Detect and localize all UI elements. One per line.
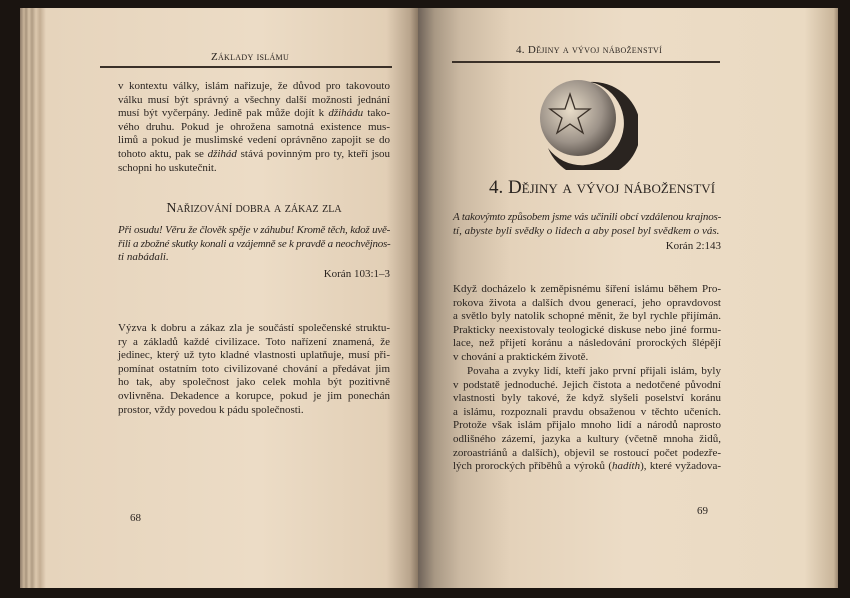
text-segment: zoroastriánů a dalších), objevil se rostoucí počet podezře- [453, 446, 721, 459]
header-rule [452, 61, 720, 63]
text-segment: ), které vyžadova- [640, 460, 721, 473]
right-page [418, 8, 838, 588]
text-line [453, 460, 721, 474]
text-line [118, 224, 390, 238]
text-segment: vlastnosti byly takové, že když slyšeli poselství koránu [453, 392, 721, 405]
text-line [118, 148, 390, 162]
text-segment: musí být vyčerpány. Jedině pak může dojít k [118, 107, 329, 120]
text-line [453, 365, 721, 379]
italic-term: hadíth [612, 460, 641, 473]
chapter-title: 4. Dějiny a vývoj náboženství [488, 177, 716, 198]
text-segment: limů a pokud je muslimské vedení oprávněno zapojit se do [118, 134, 390, 147]
text-line [453, 324, 721, 338]
text-segment: v chování a praktickém životě. [453, 350, 589, 363]
text-segment: Výzva k dobru a zákaz zla je součástí společenské struktu- [118, 322, 390, 334]
text-line [118, 80, 390, 94]
paragraph [118, 80, 390, 175]
text-line [118, 121, 390, 135]
text-line [118, 322, 390, 336]
header-rule [100, 66, 392, 68]
text-segment: Když docházelo k zeměpisnému šíření islámu během Pro- [453, 283, 721, 295]
quote [453, 211, 721, 238]
text-segment: ovlivněna. Dekadence a korupce, pokud je jim ponechán [118, 389, 390, 402]
text-segment: Protože však islám přijalo mnoho lidí a národů naprosto [453, 419, 721, 432]
text-segment: ti nabádali. [118, 251, 169, 264]
text-line [453, 211, 721, 225]
crescent-star-icon [528, 70, 638, 170]
text-line [118, 376, 390, 390]
text-segment: prostor, vždy povedou k pádu společnosti. [118, 403, 304, 416]
page-number: 69 [697, 505, 708, 517]
quote-source: Korán 103:1–3 [323, 268, 390, 280]
quote [118, 224, 390, 265]
text-line [118, 134, 390, 148]
section-heading: Nařizování dobra a zákaz zla [166, 201, 342, 216]
text-line [118, 336, 390, 350]
italic-term: džihádu [328, 107, 364, 120]
text-segment: tako- [363, 107, 390, 120]
text-line [453, 297, 721, 311]
paragraph [453, 283, 721, 365]
text-line [118, 162, 390, 176]
italic-term: džihád [207, 147, 237, 160]
text-segment: rokova života a dalších dvou generací, jeho opravdovost [453, 296, 721, 309]
text-segment: válku musí být správný a všechny další možnosti jednání [118, 93, 390, 106]
text-line [453, 283, 721, 297]
text-segment: schopni ho uskutečnit. [118, 161, 217, 174]
text-segment: jedinec, který už tyto kladné vlastnosti uplatňuje, musí při- [118, 349, 390, 362]
text-segment: a světlo byly natolik schopné měnit, že byl rychle přijímán. [453, 310, 721, 323]
text-line [453, 310, 721, 324]
text-line [118, 349, 390, 363]
text-segment: v kontextu války, islám nařizuje, že důvod pro takovouto [118, 80, 390, 92]
text-segment: stává povinným pro ty, kteří jsou [236, 147, 390, 160]
text-line [118, 107, 390, 121]
running-head: 4. Dějiny a vývoj náboženství [515, 44, 663, 56]
text-line [118, 238, 390, 252]
page-number: 68 [130, 512, 141, 524]
text-line [118, 404, 390, 418]
text-segment: Prakticky neexistovaly teologické diskuse nebo jiné formu- [453, 323, 721, 336]
text-line [453, 337, 721, 351]
text-line [453, 351, 721, 365]
text-segment: vého druhu. Pokud je ohrožena samotná existence mus- [118, 120, 390, 133]
text-line [453, 406, 721, 420]
text-segment: A takovýmto způsobem jsme vás učinili obcí vzdálenou krajnos- [453, 211, 722, 223]
text-line [453, 379, 721, 393]
text-line [453, 433, 721, 447]
text-segment: lých prorockých příběhů a výroků ( [453, 460, 612, 473]
text-segment: a islámu, rozpoznali pravdu obsaženou v těchto učeních. [453, 405, 721, 418]
text-segment: tí, abyste byli svědky o lidech a aby posel byl svědkem o vás. [453, 224, 720, 237]
running-head: Základy islámu [210, 51, 290, 63]
text-segment: ho tak, aby společnost jako celek mohla být pozitivně [118, 376, 390, 389]
left-page [20, 8, 418, 588]
quote-source: Korán 2:143 [665, 240, 721, 252]
text-line [453, 447, 721, 461]
text-segment: odlišného zázemí, jazyka a kultury (včetně mnoha židů, [453, 432, 721, 445]
text-line [453, 225, 721, 239]
text-segment: lace, než přijetí koránu a následování prorockých šlépějí [453, 337, 721, 350]
paragraph [118, 322, 390, 417]
text-line [453, 392, 721, 406]
text-segment: Při osudu! Věru že člověk spěje v záhubu! Kromě těch, kdož uvě- [118, 224, 390, 236]
text-line [118, 94, 390, 108]
text-segment: ry a základů každé civilizace. Toto nařízení znamená, že [118, 335, 390, 348]
text-line [118, 363, 390, 377]
text-segment: v podstatě jednoduché. Jejich čistota a nedotčené původní [453, 378, 721, 391]
text-segment: Povaha a zvyky lidí, kteří jako první přijali islám, byly [467, 365, 721, 377]
text-segment: tohoto aktu, pak se [118, 147, 208, 160]
text-segment: pomínat ostatním toto civilizované chování a předávat jim [118, 362, 390, 375]
text-line [453, 419, 721, 433]
text-segment: řili a zbožné skutky konali a vzájemně se k pravdě a neochvějnos- [118, 237, 391, 250]
paragraph [453, 365, 721, 474]
text-line [118, 390, 390, 404]
text-line [118, 251, 390, 265]
